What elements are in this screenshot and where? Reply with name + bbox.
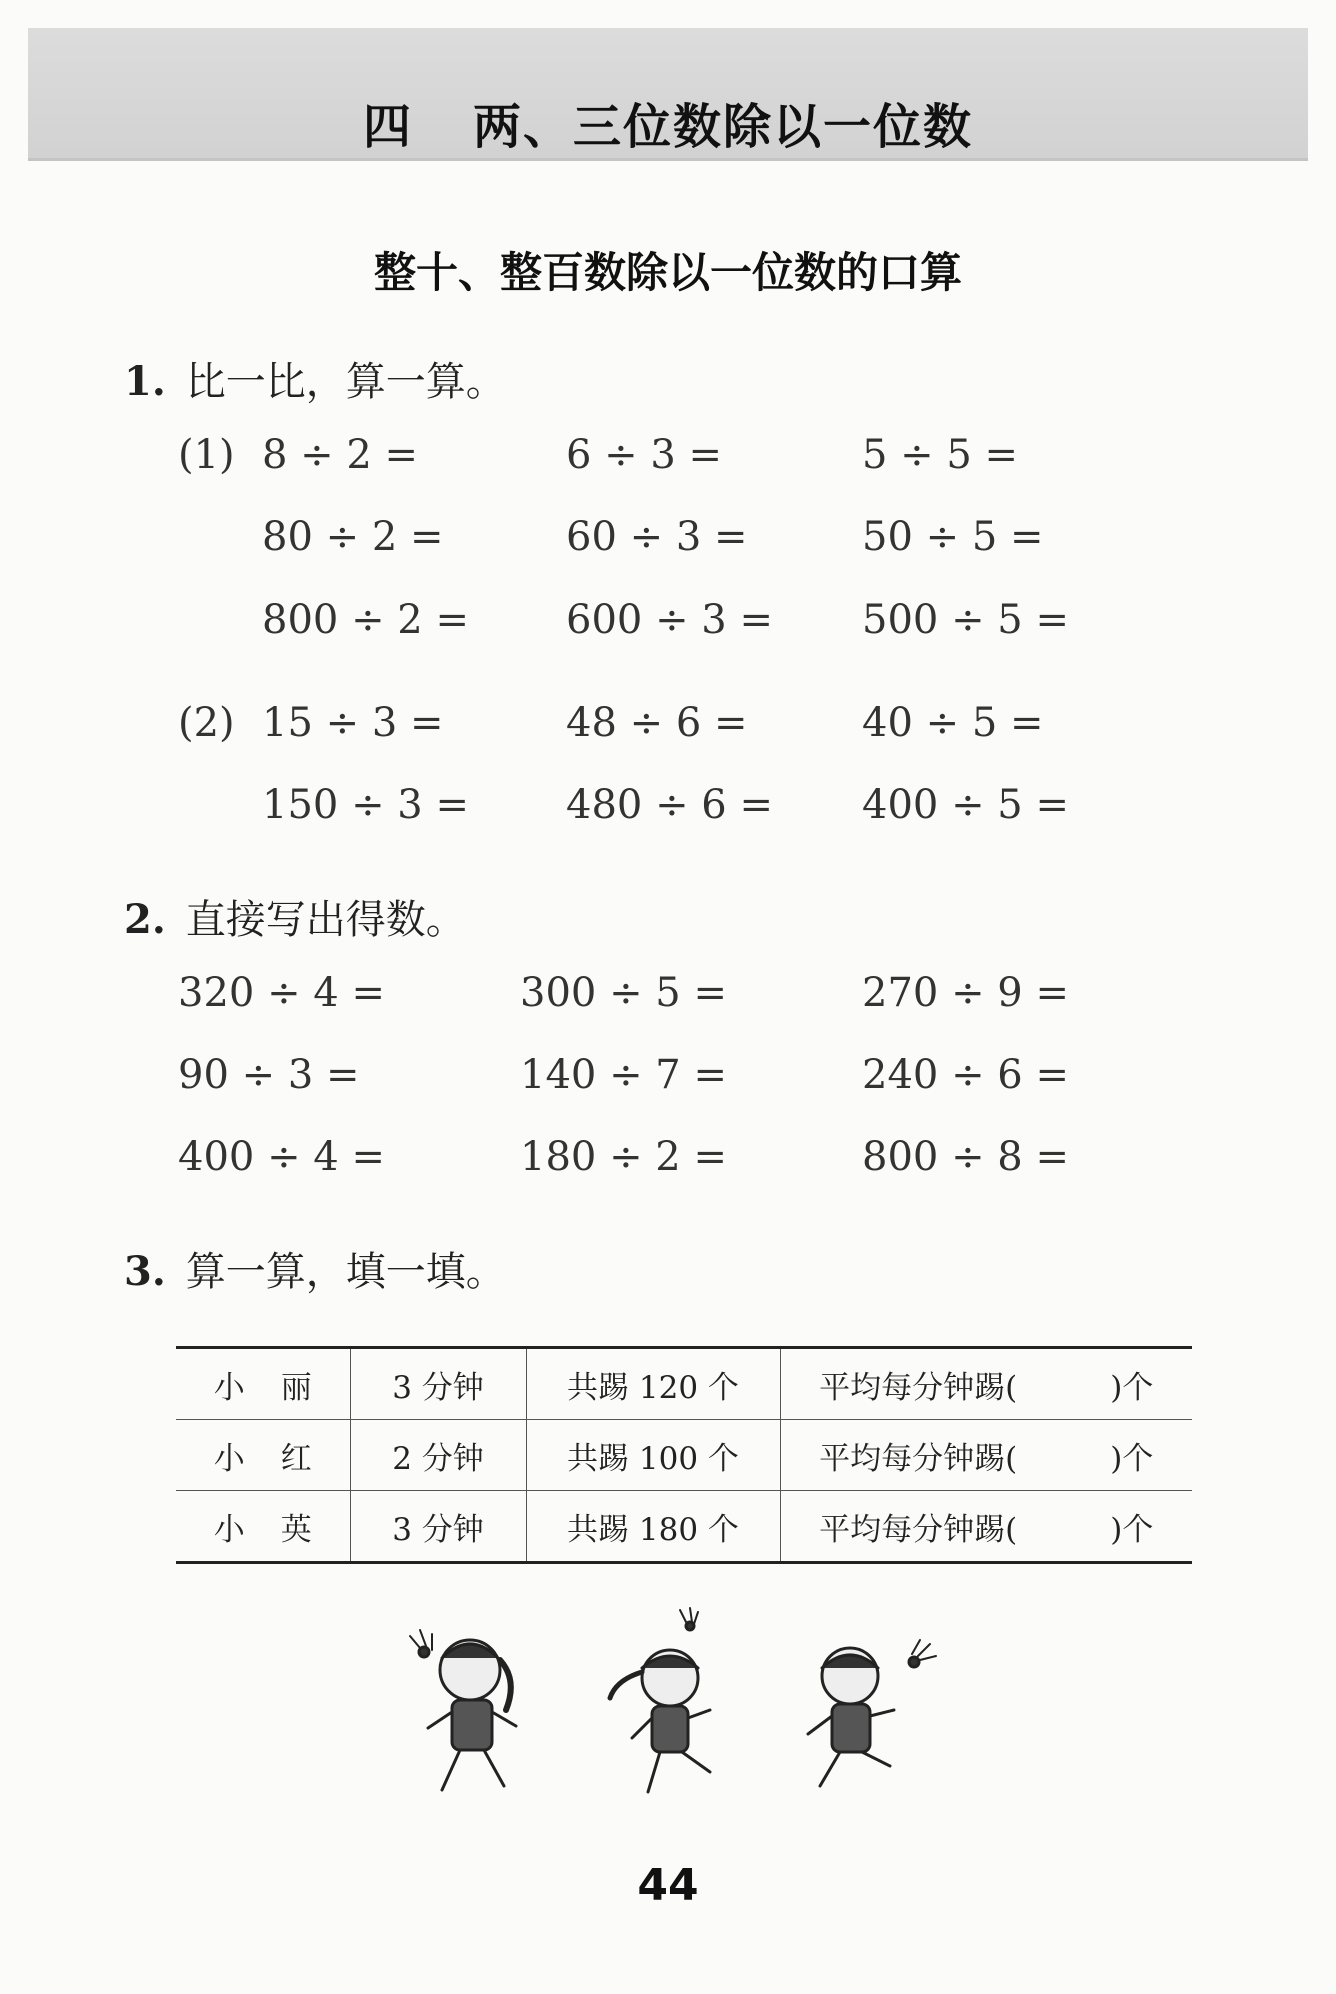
equation: 180 ÷ 2 = [520,1134,727,1180]
equation: 320 ÷ 4 = [178,970,385,1016]
part-2-label: (2) [178,700,235,746]
name-cell: 小英 [213,1511,348,1548]
question-3-heading [124,1240,506,1297]
average-blank-cell[interactable]: 平均每分钟踢( )个 [780,1348,1192,1420]
total-cell: 共踢 120 个 [526,1348,780,1420]
girl-2-illustration [610,1608,710,1792]
equation: 80 ÷ 2 = [262,514,444,560]
question-2-title: 直接写出得数。 [185,897,466,943]
average-blank-cell[interactable]: 平均每分钟踢( )个 [780,1420,1192,1491]
chapter-title: 两、三位数除以一位数 [473,99,974,155]
equation: 150 ÷ 3 = [262,782,469,828]
question-2-number: 2. [124,896,166,943]
table-row [176,1491,1192,1563]
girl-1-illustration [410,1630,516,1790]
part-1-label: (1) [178,432,235,478]
question-3-title: 算一算，填一填。 [185,1249,506,1295]
page-number: 44 [637,1860,699,1911]
total-cell: 共踢 100 个 [526,1420,780,1491]
equation: 15 ÷ 3 = [262,700,444,746]
total-cell: 共踢 180 个 [526,1491,780,1563]
time-cell: 3 分钟 [350,1491,526,1563]
equation: 90 ÷ 3 = [178,1052,360,1098]
time-cell: 2 分钟 [350,1420,526,1491]
equation: 400 ÷ 5 = [862,782,1069,828]
equation: 480 ÷ 6 = [566,782,773,828]
chapter-number: 四 [362,99,413,155]
equation: 5 ÷ 5 = [862,432,1019,478]
question-3-number: 3. [124,1248,166,1295]
equation: 8 ÷ 2 = [262,432,419,478]
equation: 600 ÷ 3 = [566,597,773,643]
chapter-heading [0,88,1336,157]
equation: 50 ÷ 5 = [862,514,1044,560]
equation: 500 ÷ 5 = [862,597,1069,643]
table-row [176,1348,1192,1420]
question-2-heading [124,888,466,945]
average-blank-cell[interactable]: 平均每分钟踢( )个 [780,1491,1192,1563]
equation: 270 ÷ 9 = [862,970,1069,1016]
table-row [176,1420,1192,1491]
name-cell: 小丽 [213,1369,348,1406]
girls-kicking-shuttlecock-icon [380,1600,960,1820]
equation: 240 ÷ 6 = [862,1052,1069,1098]
equation: 48 ÷ 6 = [566,700,748,746]
equation: 400 ÷ 4 = [178,1134,385,1180]
question-1-number: 1. [124,358,166,405]
equation: 6 ÷ 3 = [566,432,723,478]
time-cell: 3 分钟 [350,1348,526,1420]
equation: 40 ÷ 5 = [862,700,1044,746]
equation: 800 ÷ 2 = [262,597,469,643]
equation: 300 ÷ 5 = [520,970,727,1016]
name-cell: 小红 [213,1440,348,1477]
girl-3-illustration [808,1640,936,1786]
question-1-title: 比一比，算一算。 [185,359,506,405]
equation: 60 ÷ 3 = [566,514,748,560]
section-title: 整十、整百数除以一位数的口算 [373,248,962,297]
equation: 800 ÷ 8 = [862,1134,1069,1180]
kicking-table [176,1346,1192,1564]
equation: 140 ÷ 7 = [520,1052,727,1098]
question-1-heading [124,350,506,407]
